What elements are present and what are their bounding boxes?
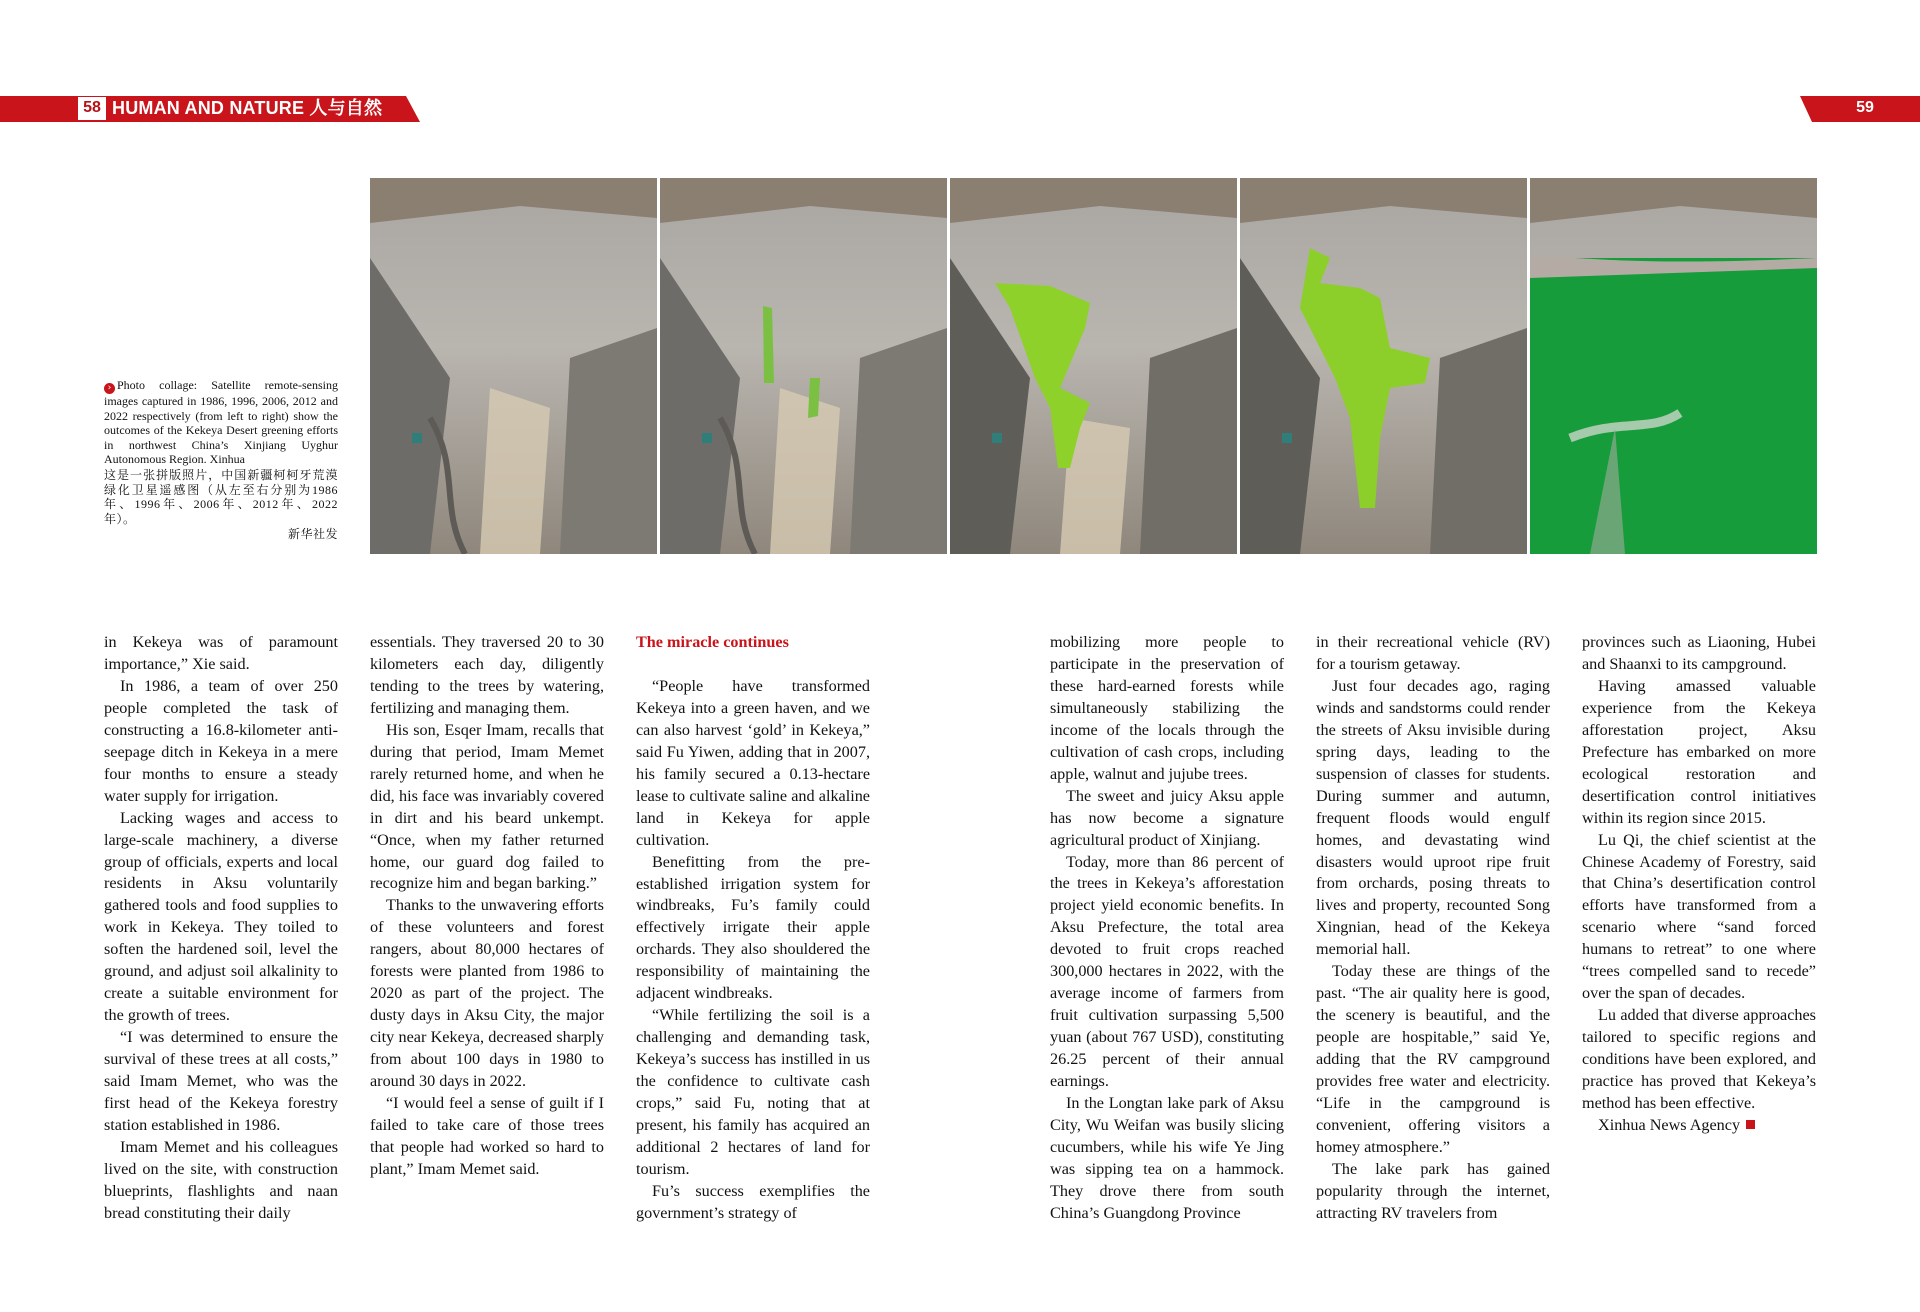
paragraph: “While fertilizing the soil is a challenging and demanding task, Kekeya’s success has instilled in us the confidence to cultivate cash crops,” said Fu, noting that at present, his family has acquired an additional 2 hectares of land for tourism. [636,1006,870,1178]
paragraph: provinces such as Liaoning, Hubei and Shaanxi to its campground. [1582,633,1816,673]
satellite-image-1986 [370,178,657,554]
text-column-6 [1582,632,1816,1137]
subheading: The miracle continues [636,633,789,651]
paragraph: Today these are things of the past. “The air quality here is good, the scenery is beautiful, and the people are hospitable,” said Ye, adding that the RV campground provides free water and electricity. “Life in the campground is convenient, offering visitors a homey atmosphere.” [1316,962,1550,1156]
paragraph: “I would feel a sense of guilt if I failed to take care of those trees that people had worked so hard to plant,” Imam Memet said. [370,1094,604,1178]
paragraph: Lu Qi, the chief scientist at the Chinese Academy of Forestry, said that China’s desertification control efforts have transformed from a scenario where “sand forced humans to retreat” to one where “trees compelled sand to recede” over the span of decades. [1582,830,1816,1003]
section-title: HUMAN AND NATURE 人与自然 [112,98,383,118]
paragraph: “I was determined to ensure the survival of these trees at all costs,” said Imam Memet, who was the first head of the Kekeya forestry station established in 1986. [104,1028,338,1134]
satellite-image-2006 [950,178,1237,554]
text-column-4 [1050,632,1284,1225]
paragraph: The lake park has gained popularity through the internet, attracting RV travelers from [1316,1159,1550,1222]
page-header-right [1800,94,1920,122]
text-column-5 [1316,632,1550,1225]
paragraph: Having amassed valuable experience from the Kekeya afforestation project, Aksu Prefecture has embarked on more ecological restoration and desertification control initiatives within its region since 2015. [1582,676,1816,827]
paragraph: essentials. They traversed 20 to 30 kilometers each day, diligently tending to the trees by watering, fertilizing and managing them. [370,633,604,717]
paragraph: Imam Memet and his colleagues lived on the site, with construction blueprints, flashlights and naan bread constituting their daily [104,1137,338,1222]
paragraph: Lacking wages and access to large-scale machinery, a diverse group of officials, experts and local residents in Aksu voluntarily gathered tools and food supplies to work in Kekeya. They toiled to soften the hardened soil, level the ground, and adjust soil alkalinity to create a suitable environment for the growth of trees. [104,808,338,1025]
paragraph: in Kekeya was of paramount importance,” Xie said. [104,633,338,673]
paragraph: In the Longtan lake park of Aksu City, Wu Weifan was busily slicing cucumbers, while his wife Ye Jing was sipping tea on a hammock. They drove there from south China’s Guangdong Province [1050,1094,1284,1222]
paragraph: The sweet and juicy Aksu apple has now become a signature agricultural product of Xinjiang. [1050,786,1284,849]
paragraph: Just four decades ago, raging winds and sandstorms could render the streets of Aksu invisible during spring days, leading to the suspension of classes for students. During summer and autumn, frequent floods would engulf homes, and devastating wind disasters would uproot ripe fruit from orchards, posing threats to lives and property, recounted Song Xingnian, head of the Kekeya memorial hall. [1316,676,1550,959]
paragraph: Benefitting from the pre-established irrigation system for windbreaks, Fu’s family could effectively irrigate their apple orchards. They also shouldered the responsibility of maintaining the adjacent windbreaks. [636,852,870,1003]
paragraph: “People have transformed Kekeya into a green haven, and we can also harvest ‘gold’ in Kekeya,” said Fu Yiwen, adding that in 2007, his family secured a 0.13-hectare lease to cultivate saline and alkaline land in Kekeya for apple cultivation. [636,676,870,849]
caption-english-block [104,378,338,467]
paragraph: mobilizing more people to participate in the preservation of these hard-earned forests while simultaneously stabilizing the income of the locals through the cultivation of cash crops, including apple, walnut and jujube trees. [1050,633,1284,783]
satellite-image-1996 [660,178,947,554]
paragraph: In 1986, a team of over 250 people completed the task of constructing a 16.8-kilometer anti-seepage ditch in Kekeya in a mere four months to ensure a steady water supply for irrigation. [104,676,338,805]
caption-chinese: 这是一张拼版照片，中国新疆柯柯牙荒漠绿化卫星遥感图（从左至右分别为1986年、1996年、2006年、2012年、2022年）。 [104,467,338,526]
text-column-1 [104,632,338,1225]
text-column-2 [370,632,604,1181]
paragraph: Lu added that diverse approaches tailored to specific regions and conditions have been explored, and practice has proved that Kekeya’s method has been effective. [1582,1006,1816,1113]
photo-caption [104,378,338,542]
caption-chinese-source: 新华社发 [287,527,338,542]
satellite-photo-collage [370,178,1818,554]
paragraph: Today, more than 86 percent of the trees in Kekeya’s afforestation project yield economic benefits. In Aksu Prefecture, the total area devoted to fruit crops reached 300,000 hectares in 2022, with the average income of farmers from fruit cultivation surpassing 5,500 yuan (about 767 USD), constituting 26.25 percent of their annual earnings. [1050,852,1284,1091]
circle-arrow-icon: › [104,383,115,394]
text-column-3 [636,632,870,1225]
article-signature: Xinhua News Agency [1582,1115,1816,1137]
satellite-image-2022 [1530,178,1817,554]
paragraph: in their recreational vehicle (RV) for a tourism getaway. [1316,633,1550,673]
page-number-left: 58 [83,99,101,116]
paragraph: Fu’s success exemplifies the government’s strategy of [636,1181,870,1222]
page-number-right: 59 [1856,99,1874,116]
page-header-left [0,94,420,122]
satellite-image-2012 [1240,178,1527,554]
paragraph: Thanks to the unwavering efforts of these volunteers and forest rangers, about 80,000 hectares of forests were planted from 1986 to 2020 as part of the project. The dusty days in Aksu City, the major city near Kekeya, decreased sharply from about 100 days in 1980 to around 30 days in 2022. [370,896,604,1091]
caption-english: Photo collage: Satellite remote-sensing images captured in 1986, 1996, 2006, 2012 and 2022 respectively (from left to right) show the outcomes of the Kekeya Desert greening efforts in northwest China’s Xinjiang Uyghur Autonomous Region. Xinhua [104,378,338,467]
paragraph: His son, Esqer Imam, recalls that during that period, Imam Memet rarely returned home, and when he did, his face was invariably covered in dirt and his beard unkempt. “Once, when my father returned home, our guard dog failed to recognize him and began barking.” [370,720,604,893]
